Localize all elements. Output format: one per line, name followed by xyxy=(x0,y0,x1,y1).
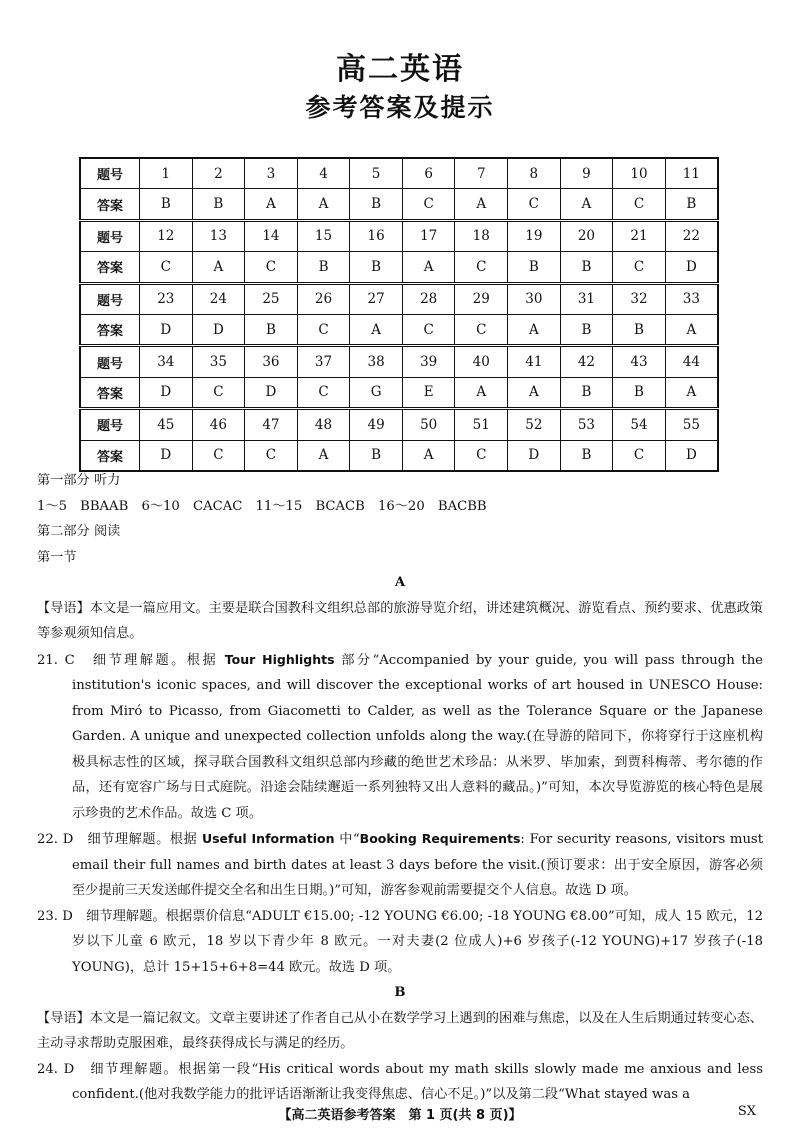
answer-cell: D xyxy=(665,440,718,471)
passage-b-label: B xyxy=(394,985,406,1000)
listening-answers: 1～5 BBAAB 6～10 CACAC 11～15 BCACB 16～20 BACBB xyxy=(37,498,487,514)
page-title: 高二英语 xyxy=(336,52,464,87)
question-number-cell: 25 xyxy=(245,283,298,314)
answer-cell: D xyxy=(192,314,245,345)
question-23-explanation: 23. D 细节理解题。根据票价信息“ADULT €15.00; -12 YOUNG €6.00; -18 YOUNG €8.00”可知，成人 15 欧元，12 岁以下儿童 6 欧元，18 岁以下青少年 8 欧元。一对夫妻(2 位成人)+6 岁孩子(-12 YOUNG)+17 岁孩子(-18 YOUNG)，总计 15+15+6+8=44 欧元。故选 D 项。 xyxy=(37,908,763,975)
answer-cell: A xyxy=(508,377,561,408)
answer-cell: C xyxy=(508,189,561,220)
question-number-cell: 6 xyxy=(402,158,455,189)
question-number-cell: 27 xyxy=(350,283,403,314)
passage-a-label: A xyxy=(394,575,406,590)
answer-cell: C xyxy=(455,252,508,283)
question-number-cell: 14 xyxy=(245,220,298,251)
question-number-cell: 2 xyxy=(192,158,245,189)
table-row xyxy=(80,189,718,220)
answer-cell: C xyxy=(402,314,455,345)
explanation-content xyxy=(37,468,763,1108)
question-number-cell: 33 xyxy=(665,283,718,314)
answer-cell: C xyxy=(613,440,666,471)
answer-cell: A xyxy=(402,440,455,471)
answer-header: 答案 xyxy=(80,252,140,283)
answer-cell: D xyxy=(665,252,718,283)
answer-cell: D xyxy=(140,377,193,408)
question-number-cell: 46 xyxy=(192,409,245,440)
answer-cell: C xyxy=(245,252,298,283)
question-number-cell: 10 xyxy=(613,158,666,189)
answer-cell: A xyxy=(297,440,350,471)
question-number-cell: 32 xyxy=(613,283,666,314)
answer-cell: B xyxy=(350,189,403,220)
question-number-cell: 29 xyxy=(455,283,508,314)
question-number-cell: 41 xyxy=(508,346,561,377)
answer-cell: B xyxy=(560,252,613,283)
question-number-cell: 23 xyxy=(140,283,193,314)
answer-cell: C xyxy=(613,189,666,220)
question-number-cell: 51 xyxy=(455,409,508,440)
question-number-cell: 21 xyxy=(613,220,666,251)
question-number-cell: 15 xyxy=(297,220,350,251)
answer-cell: C xyxy=(402,189,455,220)
question-number-cell: 20 xyxy=(560,220,613,251)
table-row xyxy=(80,377,718,408)
answer-cell: C xyxy=(297,377,350,408)
question-number-cell: 18 xyxy=(455,220,508,251)
q22-mid: 中“ xyxy=(334,832,360,847)
q21-rest: 部分“Accompanied by your guide, you will pass through the institution's iconic spaces, and will discover the exceptional works of art housed in UNESCO House: from Miró to Picasso, from Giacometti to Calder, as well as the Tolerance Square or the Japanese Garden. A unique and unexpected collection unfolds along the way.(在导游的陪同下，你将穿行于这座机构极具标志性的区域，探寻联合国教科文组织总部内珍藏的绝世艺术珍品：从米罗、毕加索，到贾科梅蒂、考尔德的作品，还有宽容广场与日式庭院。沿途会陆续邂逅一系列独特又出人意料的藏品。)”可知，本次导览游览的核心特色是展示珍贵的艺术作品。故选 C 项。 xyxy=(72,652,763,821)
answer-cell: D xyxy=(140,314,193,345)
table-row xyxy=(80,346,718,377)
answer-cell: A xyxy=(508,314,561,345)
page-subtitle: 参考答案及提示 xyxy=(305,93,495,122)
question-number-cell: 13 xyxy=(192,220,245,251)
answer-cell: A xyxy=(245,189,298,220)
question-number-header: 题号 xyxy=(80,158,140,189)
question-number-cell: 36 xyxy=(245,346,298,377)
answer-cell: D xyxy=(140,440,193,471)
question-number-cell: 31 xyxy=(560,283,613,314)
answer-cell: C xyxy=(245,440,298,471)
question-number-cell: 34 xyxy=(140,346,193,377)
question-number-cell: 19 xyxy=(508,220,561,251)
answer-cell: B xyxy=(665,189,718,220)
question-number-cell: 53 xyxy=(560,409,613,440)
question-number-cell: 39 xyxy=(402,346,455,377)
table-row xyxy=(80,252,718,283)
question-number-cell: 38 xyxy=(350,346,403,377)
question-21-explanation xyxy=(37,647,763,827)
answer-cell: C xyxy=(455,440,508,471)
part2-title: 第二部分 阅读 xyxy=(37,524,121,539)
question-22-explanation xyxy=(37,826,763,904)
answer-cell: A xyxy=(402,252,455,283)
part1-title: 第一部分 听力 xyxy=(37,473,121,488)
answer-cell: C xyxy=(140,252,193,283)
passage-b-intro: 【导语】本文是一篇记叙文。文章主要讲述了作者自己从小在数学学习上遇到的困难与焦虑，以及在人生后期通过转变心态、主动寻求帮助克服困难，最终获得成长与满足的经历。 xyxy=(37,1010,763,1051)
q21-bold: Tour Highlights xyxy=(224,651,335,667)
answer-cell: B xyxy=(560,440,613,471)
answer-cell: B xyxy=(140,189,193,220)
section1-title: 第一节 xyxy=(37,549,77,565)
page-footer: 【高二英语参考答案 第 1 页(共 8 页)】 xyxy=(278,1108,522,1123)
answer-cell: B xyxy=(613,377,666,408)
question-number-cell: 3 xyxy=(245,158,298,189)
question-number-cell: 37 xyxy=(297,346,350,377)
answer-cell: D xyxy=(508,440,561,471)
question-number-cell: 7 xyxy=(455,158,508,189)
question-number-cell: 50 xyxy=(402,409,455,440)
answer-cell: A xyxy=(297,189,350,220)
answer-cell: A xyxy=(192,252,245,283)
answer-cell: B xyxy=(297,252,350,283)
question-number-cell: 28 xyxy=(402,283,455,314)
table-row xyxy=(80,409,718,440)
question-number-cell: 12 xyxy=(140,220,193,251)
answer-cell: B xyxy=(350,252,403,283)
question-number-cell: 42 xyxy=(560,346,613,377)
answer-header: 答案 xyxy=(80,189,140,220)
answer-header: 答案 xyxy=(80,377,140,408)
question-number-cell: 26 xyxy=(297,283,350,314)
table-row xyxy=(80,314,718,345)
question-number-cell: 35 xyxy=(192,346,245,377)
answer-cell: B xyxy=(245,314,298,345)
question-number-header: 题号 xyxy=(80,346,140,377)
question-number-cell: 30 xyxy=(508,283,561,314)
q22-bold-2: Booking Requirements xyxy=(359,831,521,846)
answer-cell: B xyxy=(192,189,245,220)
answer-cell: A xyxy=(350,314,403,345)
answer-cell: A xyxy=(665,314,718,345)
question-24-explanation: 24. D 细节理解题。根据第一段“His critical words about my math skills slowly made me anxious and less confident.(他对我数学能力的批评话语渐渐让我变得焦虑、信心不足。)”以及第二段“What stayed was a xyxy=(37,1061,763,1102)
q21-prefix: 21. C 细节理解题。根据 xyxy=(37,652,225,668)
question-number-cell: 43 xyxy=(613,346,666,377)
answer-cell: C xyxy=(192,440,245,471)
answer-cell: A xyxy=(455,377,508,408)
question-number-cell: 47 xyxy=(245,409,298,440)
answer-cell: A xyxy=(455,189,508,220)
question-number-cell: 49 xyxy=(350,409,403,440)
answer-cell: B xyxy=(350,440,403,471)
question-number-cell: 48 xyxy=(297,409,350,440)
answer-cell: B xyxy=(508,252,561,283)
answer-cell: E xyxy=(402,377,455,408)
question-number-cell: 17 xyxy=(402,220,455,251)
answer-cell: C xyxy=(613,252,666,283)
question-number-cell: 4 xyxy=(297,158,350,189)
table-row xyxy=(80,283,718,314)
question-number-cell: 11 xyxy=(665,158,718,189)
answer-header: 答案 xyxy=(80,314,140,345)
answer-cell: B xyxy=(613,314,666,345)
q22-rest: : For security reasons, visitors must email their full names and birth dates at least 3 days before the visit.(预订要求：出于安全原因，游客必须至少提前三天发送邮件提交全名和出生日期。)”可知，游客参观前需要提交个人信息。故选 D 项。 xyxy=(72,832,764,898)
question-number-cell: 1 xyxy=(140,158,193,189)
answer-cell: B xyxy=(560,314,613,345)
answer-cell: A xyxy=(665,377,718,408)
question-number-cell: 9 xyxy=(560,158,613,189)
answer-cell: D xyxy=(245,377,298,408)
question-number-header: 题号 xyxy=(80,283,140,314)
answer-cell: B xyxy=(560,377,613,408)
question-number-cell: 24 xyxy=(192,283,245,314)
footer-code: SX xyxy=(737,1104,756,1119)
table-row xyxy=(80,158,718,189)
answer-cell: C xyxy=(455,314,508,345)
answer-cell: C xyxy=(192,377,245,408)
passage-a-intro: 【导语】本文是一篇应用文。主要是联合国教科文组织总部的旅游导览介绍，讲述建筑概况、游览看点、预约要求、优惠政策等参观须知信息。 xyxy=(37,600,763,641)
question-number-cell: 8 xyxy=(508,158,561,189)
answer-cell: C xyxy=(297,314,350,345)
question-number-cell: 55 xyxy=(665,409,718,440)
answer-cell: A xyxy=(560,189,613,220)
table-row xyxy=(80,440,718,471)
question-number-cell: 5 xyxy=(350,158,403,189)
question-number-cell: 54 xyxy=(613,409,666,440)
question-number-cell: 16 xyxy=(350,220,403,251)
answer-cell: G xyxy=(350,377,403,408)
q22-bold-1: Useful Information xyxy=(201,831,335,846)
question-number-header: 题号 xyxy=(80,220,140,251)
question-number-cell: 44 xyxy=(665,346,718,377)
question-number-cell: 45 xyxy=(140,409,193,440)
answer-header: 答案 xyxy=(80,440,140,471)
question-number-cell: 22 xyxy=(665,220,718,251)
answer-table xyxy=(79,157,719,472)
table-row xyxy=(80,220,718,251)
question-number-header: 题号 xyxy=(80,409,140,440)
question-number-cell: 52 xyxy=(508,409,561,440)
q22-prefix: 22. D 细节理解题。根据 xyxy=(37,832,202,847)
question-number-cell: 40 xyxy=(455,346,508,377)
